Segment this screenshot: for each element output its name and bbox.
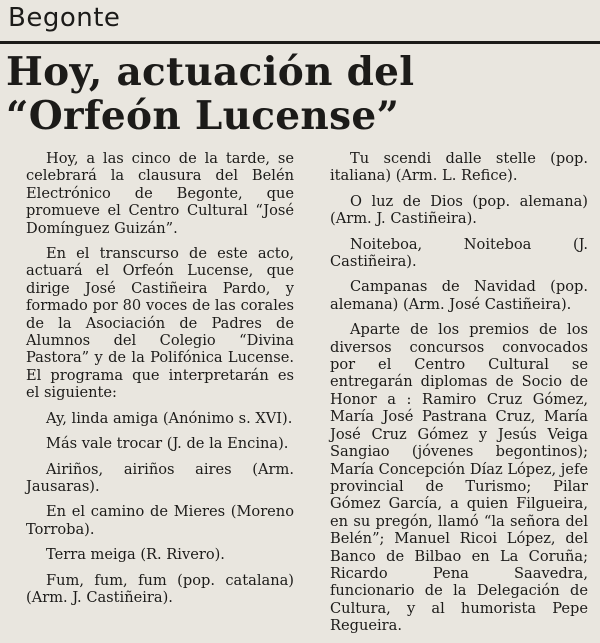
program-item: Airiños, airiños aires (Arm. Jausaras). [26,460,294,495]
program-item: Ay, linda amiga (Anónimo s. XVI). [46,409,293,427]
program-item: Campanas de Navidad (pop. alemana) (Arm. José Castiñeira). [330,278,588,313]
paragraph-honors: Aparte de los premios de los diversos concursos convocados por el Centro Cultural se entregarán diplomas de Socio de Honor a : Ramiro Cruz Gómez, María José Pastrana Cruz, María José Cruz Gómez y Jesús Veiga Sangiao (jóvenes begontinos); María Concepción Díaz López, jefe provincial de Turismo; Pilar Gómez García, a quien Filgueira, en su pregón, llamó “la señora del Belén”; Manuel Ricoi López, del Banco de Bilbao en La Coruña; Ricardo Pena Saavedra, funcionario de la Delegación de Cultura, y al humorista Pepe Regueira. [330,321,588,635]
article-column-right [330,150,588,643]
program-item: O luz de Dios (pop. alemana) (Arm. J. Castiñeira). [330,192,588,228]
program-item: Más vale trocar (J. de la Encina). [46,435,289,453]
paragraph-intro: Hoy, a las cinco de la tarde, se celebrará la clausura del Belén Electrónico de Begonte, que promueve el Centro Cultural “José Domínguez Guizán”. [26,150,294,237]
program-item: Noiteboa, Noiteboa (J. Castiñeira). [330,235,588,271]
section-header [0,0,600,44]
article-column-left [26,150,294,614]
program-item: Fum, fum, fum (pop. catalana) (Arm. J. Castiñeira). [26,571,294,606]
program-item: Terra meiga (R. Rivero). [46,546,225,564]
section-title: Begonte [8,3,121,33]
program-item: Tu scendi dalle stelle (pop. italiana) (Arm. L. Refice). [330,150,588,185]
program-item: En el camino de Mieres (Moreno Torroba). [26,503,294,538]
paragraph-program: En el transcurso de este acto, actuará el Orfeón Lucense, que dirige José Castiñeira Pardo, y formado por 80 voces de las corales de la Asociación de Padres de Alumnos del Colegio “Divina Pastora” y de la Polifónica Lucense. El programa que interpretarán es el siguiente: [26,245,294,402]
article-headline: Hoy, actuación del “Orfeón Lucense” [6,49,415,139]
